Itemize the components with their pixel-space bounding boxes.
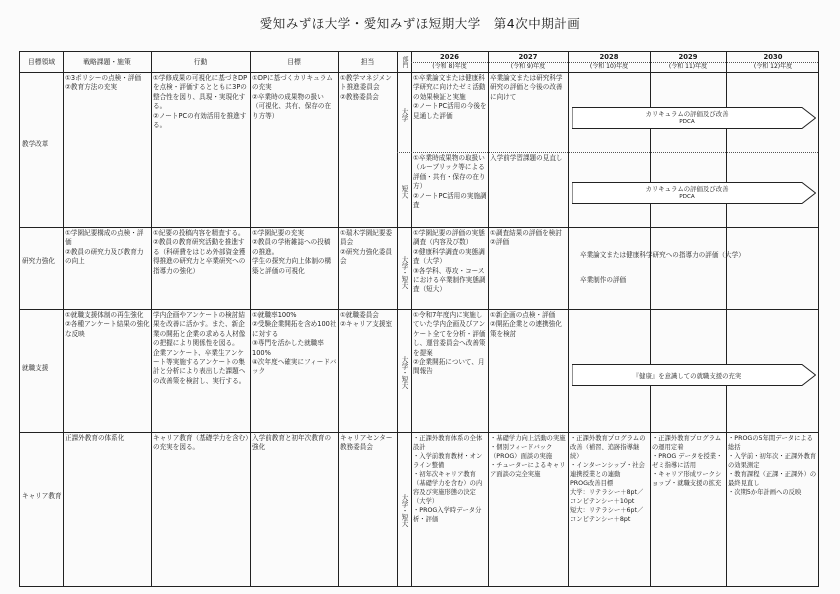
college-curriculum-arrow [572, 182, 816, 204]
header-area: 目標領域 [27, 58, 56, 66]
action-career: 学内企画やアンケートの検討結果を改善に活かす。また、新企業の開拓と企業の求める人材像の把握により関係性を図る。 企業アンケート、卒業生アンケート等実施するアンケートの集計と分析により表出した課題への改善策を検討し、実行する。 [153, 311, 246, 385]
header-year-2027: 2027 [518, 53, 538, 61]
dept-extra: 大学・短大 [400, 493, 408, 527]
header-era-2026: (令和 8)年度 [432, 63, 467, 70]
c2027-career: ①新企画の点検・評価 ②開拓企業との連携強化策を検討 [490, 311, 562, 338]
strategy-extra: 正課外教育の体系化 [65, 434, 125, 442]
univ-curriculum-arrow [572, 107, 816, 129]
owner-extra: キャリアセンター 教務委員会 [340, 434, 393, 452]
career-support-arrow [572, 364, 816, 386]
c2028-extra: ・正課外教育プログラムの改善（補習、追跡指導継続） ・インターンシップ・社会連携授業との連動 PROG改善目標 大学：リテラシー＋8pt／コンピテンシー＋10pt 短大：リテラシー＋6pt／コンピテンシー＋8pt [570, 435, 646, 523]
action-research: ①紀要の投稿内容を精査する。 ②教員の教育研究活動を推進する（科研費をはじめ外部資金獲得推進の研究力と卒業研究への指導力の強化） [153, 229, 246, 275]
dept-univ-education: 大学 [400, 108, 408, 122]
row-divider [20, 227, 818, 228]
college-2026-education: ①卒業時成果物の取扱い（ルーブリック等による評価・共有・保存の在り方） ②ノートPC活用の実施調査 [413, 154, 487, 210]
goal-extra: 入学前教育と初年次教育の強化 [252, 434, 332, 452]
research-graduation-line: 卒業制作の評価 [580, 276, 627, 284]
area-career: 就職支援 [22, 364, 49, 372]
column-divider [650, 52, 651, 586]
strategy-education: ①3ポリシーの点検・評価 ②教育方法の充実 [65, 74, 142, 92]
column-divider [726, 52, 727, 586]
dept-career: 大学・短大 [400, 355, 408, 389]
univ-arrow-sub: PDCA [679, 119, 695, 125]
column-divider [411, 52, 412, 586]
goal-career: ①就職率100% ②受験企業開拓を含め100社に対する ③専門を活かした就職率100% ④次年度へ確実にフィードバック [252, 311, 337, 376]
row-divider [20, 309, 818, 310]
column-divider [488, 52, 489, 586]
header-strategy: 戦略課題・施策 [83, 58, 131, 66]
college-2027-education: 入学前学習課題の見直し [490, 154, 563, 162]
c2026-research: ①学園紀要の評価の実態調査（内容及び数） ②健康科学調査の実態調査（大学） ③各学科、専攻・コースにおける卒業制作実態調査（短大） [413, 229, 486, 294]
column-divider [151, 52, 152, 586]
dept-research: 大学・短大 [400, 255, 408, 289]
action-education: ①学修成果の可視化に基づきDPを点検・評価するとともに3Pの整合性を図り、具現・実現化する。 ②ノートPCの有効活用を推進する。 [153, 74, 248, 130]
action-extra: キャリア教育（基礎学力を含む）の充実を図る。 [153, 434, 249, 452]
c2027-research: ①調査結果の評価を検討 ②評価 [490, 229, 562, 247]
college-arrow-label: カリキュラムの評価及び改善 [645, 185, 729, 193]
column-divider [250, 52, 251, 586]
goal-research: ①学園紀要の充実 ②教員の学術雑誌への投稿の推進。 学生の探究力向上体制の構築と評価の可視化 [252, 229, 332, 275]
dept-college-education: 短大 [400, 185, 408, 199]
univ-2027-education: 卒業論文または研究科学研究の評価と今後の改善に向けて [490, 74, 563, 101]
goal-education: ①DPに基づくカリキュラムの充実 ②卒業時の成果物の扱い（可視化、共有、保存の在り方等） [252, 74, 333, 120]
header-year-2030: 2030 [763, 53, 783, 61]
area-education: 教学改革 [22, 140, 49, 148]
header-era-2030: (令和 12)年度 [753, 63, 793, 70]
header-dept: 部門 [401, 56, 408, 68]
c2029-extra: ・正課外教育プログラムの運用定着 ・PROG データを授業・ゼミ指導に活用 ・キャリア形成ワークショップ・就職支援の拡充 [652, 435, 723, 487]
header-year-2026: 2026 [440, 53, 459, 61]
area-research: 研究力強化 [22, 257, 55, 265]
header-owner: 担当 [360, 58, 375, 66]
univ-2026-education: ①卒業論文または健康科学研究に向けたゼミ活動の効果検証と実施 ②ノートPC活用の今後を見通した評価 [413, 74, 487, 120]
plan-table [19, 51, 819, 587]
header-year-2029: 2029 [678, 53, 698, 61]
c2026-extra: ・正課外教育体系の全体設計 ・入学前教育教材・オンライン整備 ・初年次キャリア教育（基礎学力を含む）の内容及び実施形態の決定（大学） ・PROG入学時データ分析・評価 [413, 435, 483, 523]
univ-arrow-label: カリキュラムの評価及び改善 [645, 110, 729, 118]
strategy-career: ①就職支援体制の再生強化 ②各種アンケート結果の強化な反映 [65, 311, 150, 338]
header-era-2029: (令和 11)年度 [668, 63, 708, 70]
column-divider [338, 52, 339, 586]
strategy-research: ①学園紀要構成の点検・評価 ②教員の研究力及び教育力の向上 [65, 229, 144, 266]
header-era-2028: (令和 10)年度 [589, 63, 629, 70]
area-extra: キャリア教育 [22, 492, 62, 500]
row-divider [20, 432, 818, 433]
column-divider [568, 52, 569, 586]
c2027-extra: ・基礎学力向上活動の実施 ・個別フィードバック（PROG）面談の実施 ・チューターによるキャリア面談の完全実施 [490, 435, 566, 478]
page-title: 愛知みずほ大学・愛知みずほ短期大学 第4次中期計画 [259, 16, 581, 31]
college-arrow-sub: PDCA [679, 194, 695, 200]
univ-college-divider [397, 152, 818, 153]
header-era-2027: (令和 9)年度 [510, 63, 546, 70]
header-divider [20, 72, 818, 73]
header-action: 行動 [193, 58, 208, 66]
career-arrow-label: 『健康』を意識しての就職支援の充実 [632, 372, 742, 380]
header-year-2028: 2028 [599, 53, 619, 61]
c2030-extra: ・PROGの5年間データによる総括 ・入学前・初年次・正課外教育の効果測定 ・教育課程（正課・正課外）の最終見直し ・次期5か年計画への反映 [728, 435, 817, 496]
column-divider [63, 52, 64, 586]
owner-research: ①瑞木学園紀要委員会 ②研究力強化委員会 [340, 229, 393, 266]
c2026-career: ①令和7年度内に実施していた学内企画及びアンケート全てを分析・評価し、運営委員会へ改善策を提案 ②企業開拓について、月間報告 [413, 311, 486, 376]
owner-career: ①就職委員会 ②キャリア支援室 [340, 311, 393, 329]
owner-education: ①教学マネジメント推進委員会 ②教務委員会 [340, 74, 392, 101]
research-eval-line: 卒業論文または健康科学研究への指導力の評価（大学） [580, 251, 745, 259]
header-goal: 目標 [287, 58, 301, 66]
column-divider [397, 52, 398, 586]
